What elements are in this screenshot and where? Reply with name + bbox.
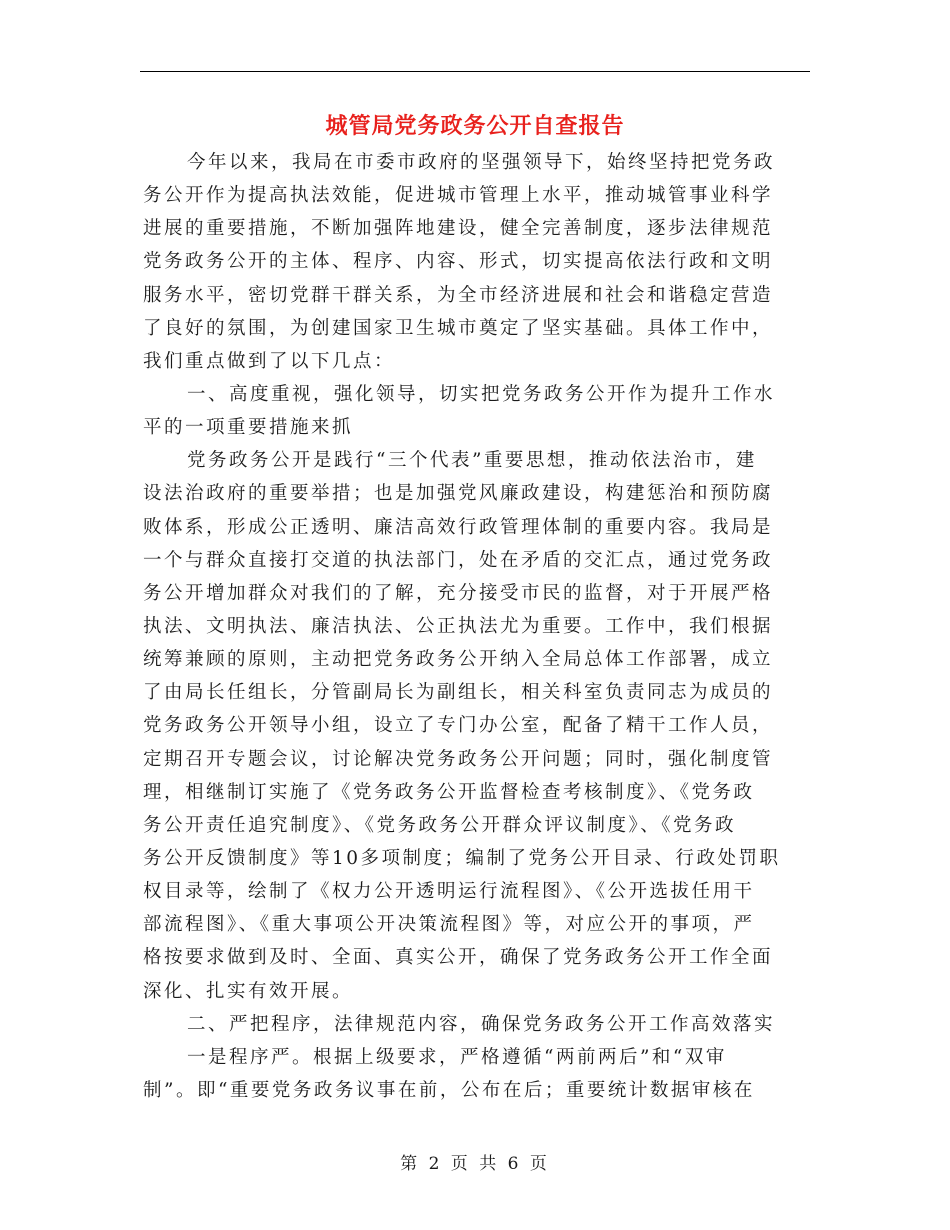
document-title: 城管局党务政务公开自查报告 [325, 113, 625, 139]
text-line: 党务政务公开的主体、程序、内容、形式，切实提高依法行政和文明 [143, 251, 774, 273]
text-line: 设法治政府的重要举措；也是加强党风廉政建设，构建惩治和预防腐 [143, 483, 774, 505]
text-line: 一是程序严。根据上级要求，严格遵循“两前两后”和“双审 [187, 1046, 727, 1068]
text-line: 一个与群众直接打交道的执法部门，处在矛盾的交汇点，通过党务政 [143, 549, 774, 571]
text-line: 了良好的氛围，为创建国家卫生城市奠定了坚实基础。具体工作中， [143, 317, 774, 339]
text-line: 务公开作为提高执法效能，促进城市管理上水平，推动城管事业科学 [143, 185, 774, 207]
text-line: 今年以来，我局在市委市政府的坚强领导下，始终坚持把党务政 [187, 152, 776, 173]
text-line: 党务政务公开是践行“三个代表”重要思想，推动依法治市，建 [187, 450, 757, 472]
text-line: 败体系，形成公正透明、廉洁高效行政管理体制的重要内容。我局是 [143, 516, 774, 538]
text-line: 党务政务公开领导小组，设立了专门办公室，配备了精干工作人员， [143, 715, 774, 737]
section-heading-line: 平的一项重要措施来抓 [143, 417, 354, 439]
section-heading-line: 二、严把程序，法律规范内容，确保党务政务公开工作高效落实 [187, 1013, 776, 1035]
text-line: 理，相继制订实施了《党务政务公开监督检查考核制度》、《党务政 [143, 781, 755, 803]
text-line: 制”。即“重要党务政务议事在前，公布在后；重要统计数据审核在 [143, 1079, 755, 1101]
text-line: 格按要求做到及时、全面、真实公开，确保了党务政务公开工作全面 [143, 947, 774, 969]
text-line: 定期召开专题会议，讨论解决党务政务公开问题；同时，强化制度管 [143, 748, 774, 770]
text-line: 深化、扎实有效开展。 [143, 980, 354, 1002]
text-line: 权目录等，绘制了《权力公开透明运行流程图》、《公开选拔任用干 [143, 881, 755, 903]
text-line: 了由局长任组长，分管副局长为副组长，相关科室负责同志为成员的 [143, 682, 774, 704]
section-heading-line: 一、高度重视，强化领导，切实把党务政务公开作为提升工作水 [187, 383, 776, 405]
page-number: 第 2 页 共 6 页 [400, 1154, 550, 1174]
text-line: 我们重点做到了以下几点： [143, 350, 396, 372]
text-line: 务公开增加群众对我们的了解，充分接受市民的监督，对于开展严格 [143, 582, 774, 604]
text-line: 务公开责任追究制度》、《党务政务公开群众评议制度》、《党务政 [143, 814, 737, 836]
header-rule [140, 71, 810, 72]
text-line: 服务水平，密切党群干群关系，为全市经济进展和社会和谐稳定营造 [143, 284, 774, 306]
text-line: 执法、文明执法、廉洁执法、公正执法尤为重要。工作中，我们根据 [143, 615, 774, 637]
text-line: 务公开反馈制度》等10多项制度；编制了党务公开目录、行政处罚职 [143, 847, 781, 869]
text-line: 统筹兼顾的原则，主动把党务政务公开纳入全局总体工作部署，成立 [143, 649, 774, 671]
text-line: 部流程图》、《重大事项公开决策流程图》等，对应公开的事项，严 [143, 914, 755, 936]
document-body [143, 146, 813, 1107]
text-line: 进展的重要措施，不断加强阵地建设，健全完善制度，逐步法律规范 [143, 218, 774, 240]
